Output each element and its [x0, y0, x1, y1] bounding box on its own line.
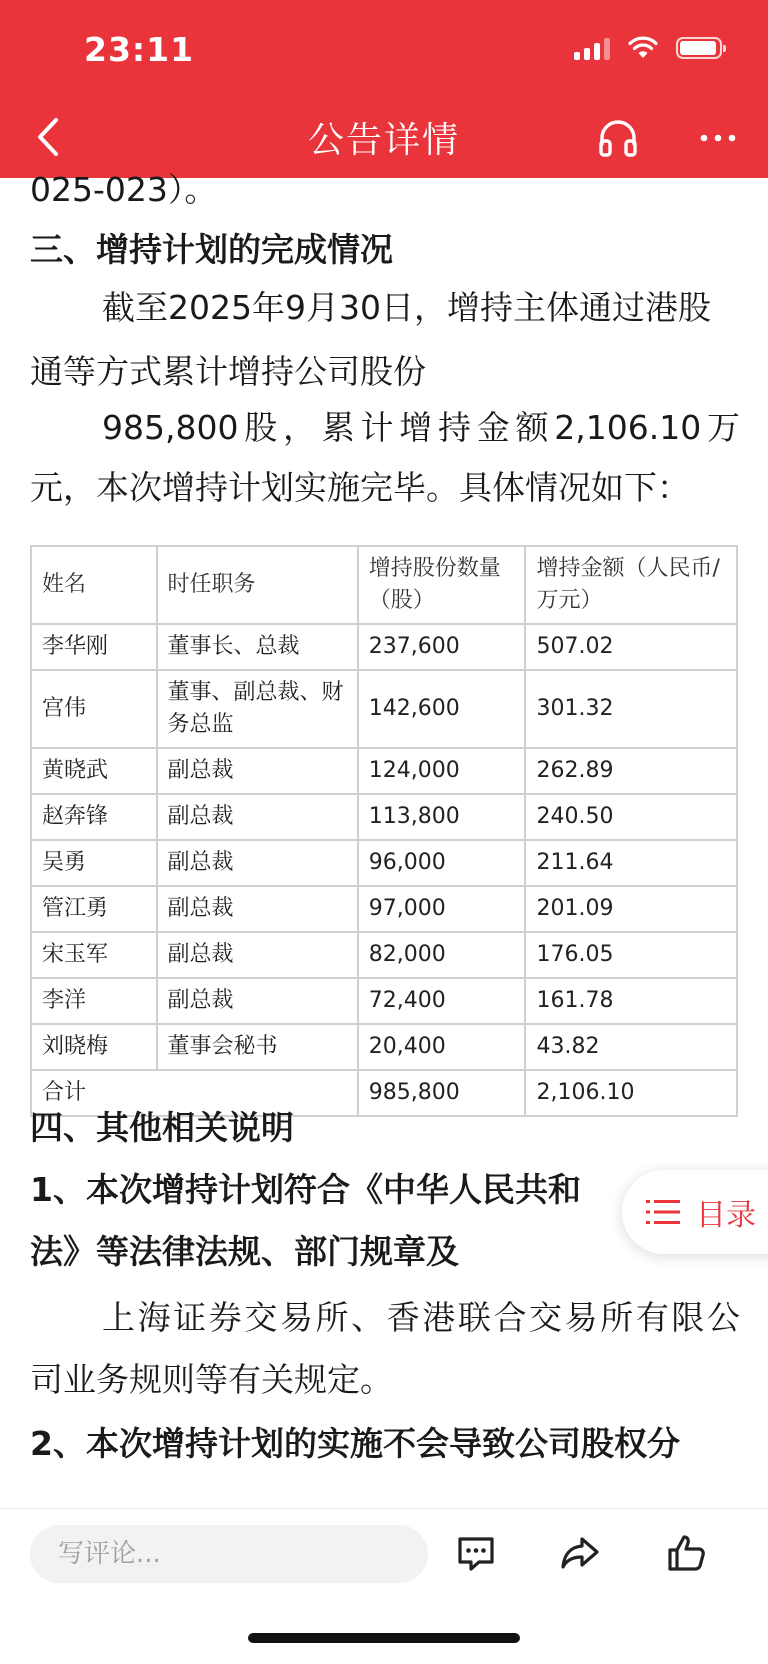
table-row	[31, 670, 737, 748]
table-cell: 副总裁	[157, 978, 358, 1024]
table-cell: 124,000	[358, 748, 526, 794]
text-fragment: 025-023）。	[30, 170, 218, 209]
home-indicator	[248, 1633, 520, 1643]
status-time: 23:11	[84, 30, 195, 69]
paragraph-line: 法》等法律法规、部门规章及	[30, 1232, 459, 1271]
table-cell: 宋玉军	[31, 932, 157, 978]
toc-label: 目录	[696, 1198, 756, 1233]
table-row	[31, 794, 737, 840]
table-row	[31, 840, 737, 886]
table-cell: 507.02	[525, 624, 737, 670]
table-cell: 142,600	[358, 670, 526, 748]
table-cell: 副总裁	[157, 932, 358, 978]
table-cell: 合计	[31, 1070, 358, 1116]
table-cell: 副总裁	[157, 794, 358, 840]
table-row	[31, 748, 737, 794]
table-row	[31, 886, 737, 932]
more-dots-icon[interactable]	[696, 118, 740, 158]
table-cell: 161.78	[525, 978, 737, 1024]
table-row	[31, 932, 737, 978]
status-icons	[574, 36, 722, 60]
table-cell: 43.82	[525, 1024, 737, 1070]
table-cell: 20,400	[358, 1024, 526, 1070]
table-cell: 301.32	[525, 670, 737, 748]
table-cell: 176.05	[525, 932, 737, 978]
toc-button[interactable]	[622, 1170, 768, 1254]
table-cell: 97,000	[358, 886, 526, 932]
table-header-cell: 增持股份数量（股）	[358, 546, 526, 624]
like-icon[interactable]	[664, 1531, 708, 1575]
table-row	[31, 978, 737, 1024]
table-cell: 董事会秘书	[157, 1024, 358, 1070]
comment-icon[interactable]	[454, 1531, 498, 1575]
table-cell: 72,400	[358, 978, 526, 1024]
share-icon[interactable]	[558, 1531, 602, 1575]
table-cell: 管江勇	[31, 886, 157, 932]
table-cell: 201.09	[525, 886, 737, 932]
table-cell: 985,800	[358, 1070, 526, 1116]
table-cell: 240.50	[525, 794, 737, 840]
wifi-icon	[628, 36, 658, 60]
section-heading: 三、增持计划的完成情况	[30, 230, 393, 269]
table-cell: 宫伟	[31, 670, 157, 748]
paragraph: 截至2025年9月30日，增持主体通过港股通等方式累计增持公司股份	[30, 288, 711, 391]
cellular-signal-icon	[574, 36, 610, 60]
table-header-row	[31, 546, 737, 624]
table-cell: 2,106.10	[525, 1070, 737, 1116]
table-cell: 副总裁	[157, 748, 358, 794]
paragraph-line: 985,800股，累计增持金额2,106.10万	[102, 408, 740, 447]
table-cell: 黄晓武	[31, 748, 157, 794]
paragraph-line: 2、本次增持计划的实施不会导致公司股权分	[30, 1424, 680, 1463]
table-header-cell: 增持金额（人民币/万元）	[525, 546, 737, 624]
paragraph-line: 1、本次增持计划符合《中华人民共和	[30, 1170, 581, 1209]
comment-input[interactable]	[30, 1525, 428, 1583]
app-header	[0, 0, 768, 178]
table-cell: 96,000	[358, 840, 526, 886]
table-cell: 吴勇	[31, 840, 157, 886]
section-heading: 四、其他相关说明	[30, 1108, 294, 1147]
table-row	[31, 1024, 737, 1070]
paragraph-line: 元，本次增持计划实施完毕。具体情况如下：	[30, 468, 690, 507]
table-cell: 113,800	[358, 794, 526, 840]
table-cell: 刘晓梅	[31, 1024, 157, 1070]
table-row	[31, 624, 737, 670]
table-cell: 董事长、总裁	[157, 624, 358, 670]
holdings-table	[30, 545, 738, 1117]
page-title: 公告详情	[307, 120, 460, 161]
battery-icon	[676, 37, 722, 59]
paragraph-line: 司业务规则等有关规定。	[30, 1360, 393, 1399]
table-cell: 副总裁	[157, 840, 358, 886]
table-cell: 副总裁	[157, 886, 358, 932]
table-cell: 李洋	[31, 978, 157, 1024]
table-cell: 赵奔锋	[31, 794, 157, 840]
paragraph-line: 上海证券交易所、香港联合交易所有限公	[102, 1298, 740, 1337]
table-header-cell: 时任职务	[157, 546, 358, 624]
table-cell: 82,000	[358, 932, 526, 978]
table-cell: 李华刚	[31, 624, 157, 670]
table-cell: 211.64	[525, 840, 737, 886]
bottom-action-bar	[0, 1508, 768, 1664]
table-header-cell: 姓名	[31, 546, 157, 624]
list-icon	[646, 1199, 680, 1225]
table-cell: 262.89	[525, 748, 737, 794]
table-cell: 董事、副总裁、财务总监	[157, 670, 358, 748]
headphones-icon[interactable]	[596, 116, 640, 160]
table-cell: 237,600	[358, 624, 526, 670]
